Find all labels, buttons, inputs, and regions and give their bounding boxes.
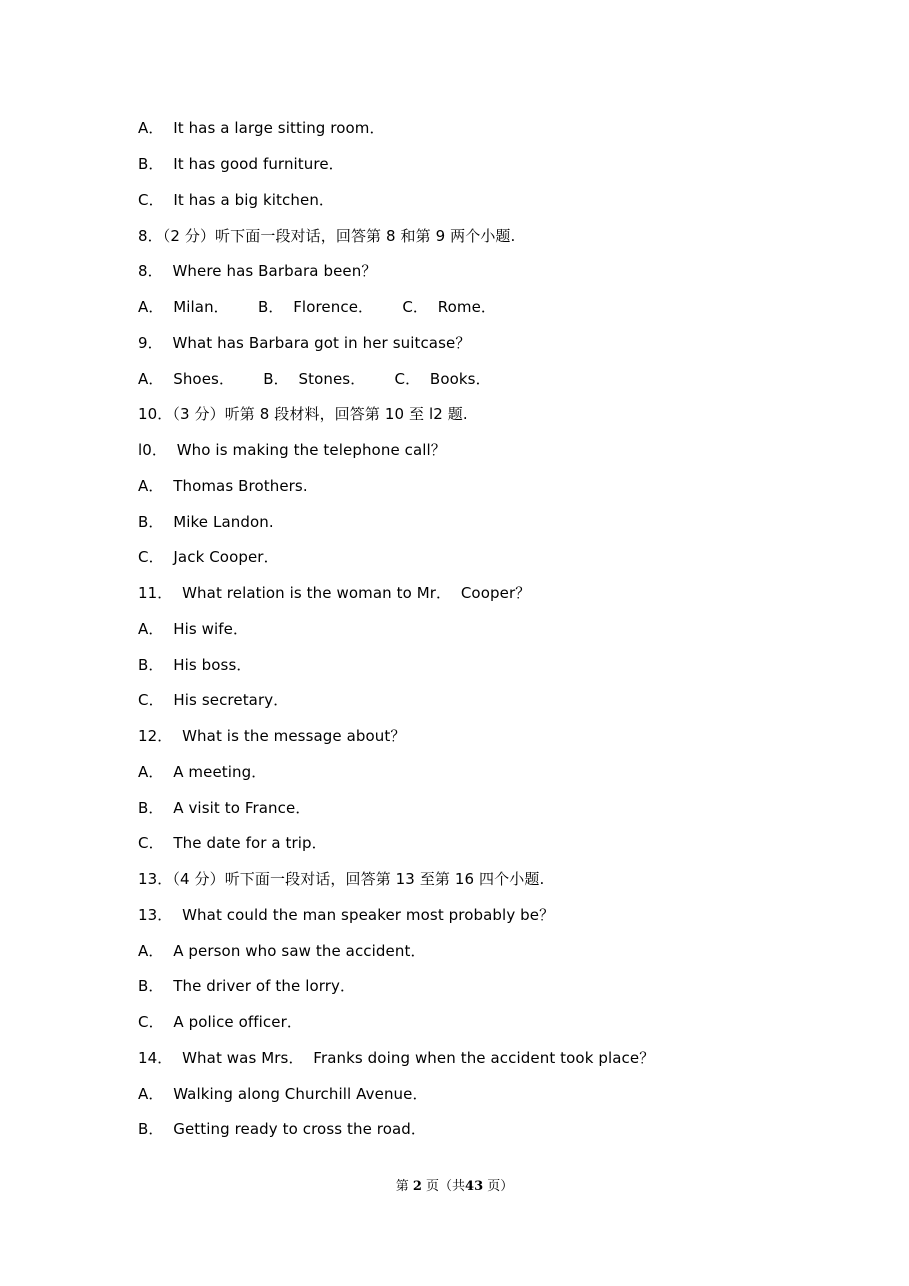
option-line: C． A police officer． (138, 1013, 302, 1031)
option-line: B． It has good furniture． (138, 155, 344, 173)
footer-total-pages: 43 (465, 1179, 484, 1194)
option-line: A． A person who saw the accident． (138, 942, 426, 960)
question-line: 8． Where has Barbara been？ (138, 262, 377, 280)
section-instruction: 13．（4 分）听下面一段对话，回答第 13 至第 16 四个小题. (138, 870, 545, 888)
option-line: A． His wife． (138, 620, 249, 638)
question-line: l0． Who is making the telephone call？ (138, 441, 446, 459)
question-line: 13． What could the man speaker most probably be？ (138, 906, 555, 924)
option-line: A． It has a large sitting room． (138, 119, 385, 137)
section-instruction: 8．（2 分）听下面一段对话，回答第 8 和第 9 两个小题. (138, 227, 516, 245)
option-line: C． It has a big kitchen． (138, 191, 335, 209)
question-line: 14． What was Mrs． Franks doing when the accident took place？ (138, 1049, 655, 1067)
option-line: C． Jack Cooper． (138, 548, 279, 566)
page-footer (0, 1175, 909, 1194)
footer-prefix: 第 (395, 1179, 409, 1194)
option-line: A． A meeting． (138, 763, 267, 781)
footer-middle: 页（共 (426, 1179, 466, 1194)
option-line: B． Getting ready to cross the road． (138, 1120, 427, 1138)
option-line: B． A visit to France． (138, 799, 311, 817)
option-line: B． Mike Landon. (138, 513, 274, 531)
option-line: C． The date for a trip． (138, 834, 327, 852)
option-line: B． The driver of the lorry． (138, 977, 356, 995)
footer-suffix: 页） (487, 1179, 514, 1194)
question-line: 11． What relation is the woman to Mr． Cooper？ (138, 584, 531, 602)
question-line: 12． What is the message about？ (138, 727, 406, 745)
option-line: C． His secretary． (138, 691, 289, 709)
option-line: A． Thomas Brothers. (138, 477, 308, 495)
option-line: A． Walking along Churchill Avenue． (138, 1085, 428, 1103)
question-line: 9． What has Barbara got in her suitcase？ (138, 334, 471, 352)
option-line: A． Milan． B． Florence． C． Rome． (138, 298, 497, 316)
option-line: B． His boss． (138, 656, 252, 674)
section-instruction: 10．（3 分）听第 8 段材料，回答第 10 至 l2 题. (138, 405, 468, 423)
footer-page-number: 2 (412, 1179, 422, 1194)
option-line: A． Shoes． B． Stones． C． Books． (138, 370, 491, 388)
